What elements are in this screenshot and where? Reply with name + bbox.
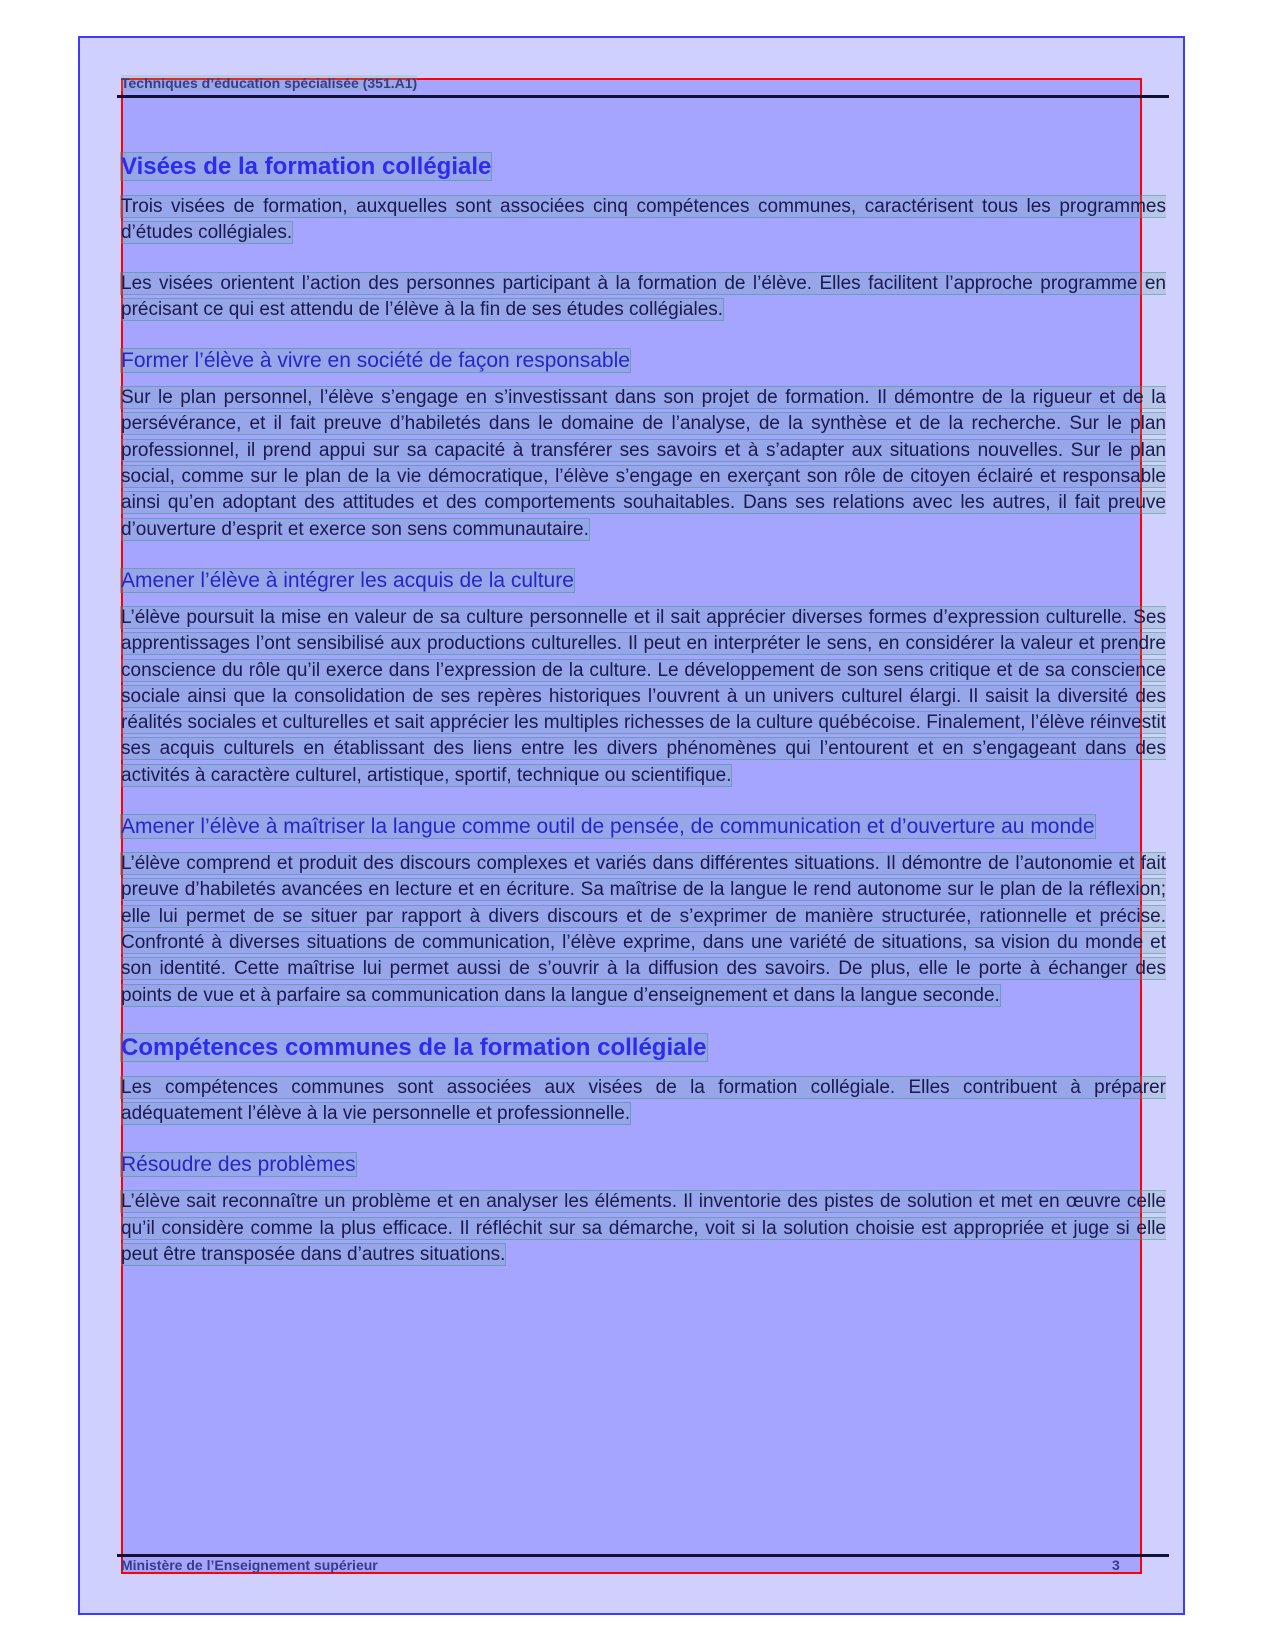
subsection-title-text: Former l’élève à vivre en société de façon responsable — [121, 349, 630, 373]
paragraph-text: Les compétences communes sont associées aux visées de la formation collégiale. Elles contribuent à préparer adéquatement l’élève à la vie personnelle et professionnelle. — [121, 1076, 1166, 1125]
subsection-title-text: Résoudre des problèmes — [121, 1153, 356, 1177]
paragraph-text: L’élève sait reconnaître un problème et en analyser les éléments. Il inventorie des pistes de solution et met en œuvre celle qu’il considère comme la plus efficace. Il réfléchit sur sa démarche, voit si la solution choisie est appropriée et juge si elle peut être transposée dans d’autres situations. — [121, 1191, 1166, 1266]
section-title-text: Visées de la formation collégiale — [121, 153, 492, 180]
page-number: 3 — [1112, 1557, 1120, 1573]
subsection-title — [121, 567, 1166, 594]
section-title — [121, 152, 1166, 182]
paragraph-text: L’élève poursuit la mise en valeur de sa culture personnelle et il sait apprécier diverses formes d’expression culturelle. Ses apprentissages l’ont sensibilisé aux productions culturelles. Il peut en interpréter le sens, en considérer la valeur et prendre conscience du rôle qu’il exerce dans l’expression de la culture. Le développement de son sens critique et de sa conscience sociale ainsi que la consolidation de ses repères historiques l’ouvrent à un univers culturel élargi. Il saisit la diversité des réalités sociales et culturelles et sait apprécier les multiples richesses de la culture québécoise. Finalement, l’élève réinvestit ses acquis culturels en établissant des liens entre les divers phénomènes qui l’entourent et en s’engageant dans des activités à caractère culturel, artistique, sportif, technique ou scientifique. — [121, 606, 1166, 786]
main-content — [121, 152, 1166, 1288]
subsection-title — [121, 813, 1166, 840]
subsection-title — [121, 347, 1166, 374]
paragraph-text: Trois visées de formation, auxquelles sont associées cinq compétences communes, caractérisent tous les programmes d’études collégiales. — [121, 196, 1166, 244]
footer-publisher: Ministère de l’Enseignement supérieur — [121, 1557, 378, 1573]
header-rule — [117, 95, 1169, 98]
subsection-paragraph — [121, 605, 1166, 789]
subsection-title-text: Amener l’élève à maîtriser la langue comme outil de pensée, de communication et d’ouverture au monde — [121, 815, 1095, 839]
subsection-title-text: Amener l’élève à intégrer les acquis de la culture — [121, 568, 574, 592]
paragraph-text: Les visées orientent l’action des personnes participant à la formation de l’élève. Elles facilitent l’approche programme en précisant ce qui est attendu de l’élève à la fin de ses études collégiales. — [121, 272, 1166, 320]
intro-paragraph — [121, 271, 1166, 324]
subsection-title — [121, 1151, 1166, 1178]
paragraph-text: L’élève comprend et produit des discours complexes et variés dans différentes situations. Il démontre de l’autonomie et fait preuve d’habiletés avancées en lecture et en écriture. Sa maîtrise de la langue le rend autonome sur le plan de la réflexion; elle lui permet de se situer par rapport à divers discours et de s’exprimer de manière structurée, rationnelle et précise. Confronté à diverses situations de communication, l’élève exprime, dans une variété de situations, sa vision du monde et son identité. Cette maîtrise lui permet aussi de s’ouvrir à la diffusion des savoirs. De plus, elle le porte à échanger des points de vue et à parfaire sa communication dans la langue d’enseignement et dans la langue seconde. — [121, 853, 1166, 1006]
subsection-paragraph — [121, 851, 1166, 1009]
subsection-paragraph — [121, 1189, 1166, 1268]
section-title — [121, 1033, 1166, 1063]
subsection-paragraph — [121, 385, 1166, 543]
section-title-text: Compétences communes de la formation collégiale — [121, 1033, 707, 1061]
intro-paragraph — [121, 194, 1166, 247]
intro-paragraph — [121, 1075, 1166, 1128]
running-header: Techniques d’éducation spécialisée (351.A1) — [121, 75, 418, 91]
paragraph-text: Sur le plan personnel, l’élève s’engage en s’investissant dans son projet de formation. Il démontre de la rigueur et de la persévérance, et il fait preuve d’habiletés dans le domaine de l’analyse, de la synthèse et de la recherche. Sur le plan professionnel, il prend appui sur sa capacité à transférer ses savoirs et à s’adapter aux situations nouvelles. Sur le plan social, comme sur le plan de la vie démocratique, l’élève s’engage en exerçant son rôle de citoyen éclairé et responsable ainsi qu’en adoptant des attitudes et des comportements souhaitables. Dans ses relations avec les autres, il fait preuve d’ouverture d’esprit et exerce son sens communautaire. — [121, 387, 1166, 540]
